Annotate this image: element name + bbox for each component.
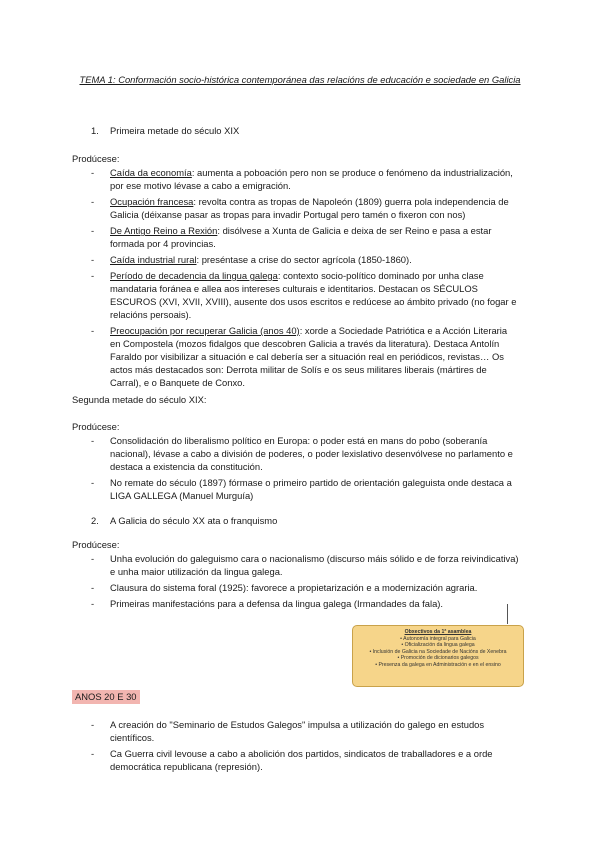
item-label: Caída da economía (110, 167, 192, 178)
section1-heading-text: Primeira metade do século XIX (110, 125, 240, 136)
item-label: Preocupación por recuperar Galicia (anos 40) (110, 325, 300, 336)
item-text: No remate do século (1897) fórmase o primeiro partido de orientación galeguista onde destaca a LIGA GALLEGA (Manuel Murguía) (110, 477, 512, 501)
note-line: • Inclusión de Galicia na Sociedade de Nacións de Xenebra (369, 648, 507, 655)
list-item: - Primeiras manifestacións para a defensa da lingua galega (Irmandades da fala). (91, 598, 444, 609)
item-text: : aumenta a poboación pero non se produce o fenómeno da industrialización, por ese motivo lévase a cabo a emigración. (110, 167, 513, 191)
section3-heading-text: A Galicia do século XX ata o franquismo (110, 515, 278, 526)
section1-intro: Prodúcese: (72, 153, 120, 164)
item-text: : disólvese a Xunta de Galicia e deixa de ser Reino e pasa a estar formada por 4 provincias. (110, 225, 492, 249)
section2-list (0, 434, 520, 505)
item-label: Ocupación francesa (110, 196, 194, 207)
section2-heading: Segunda metade do século XIX: (72, 394, 207, 405)
section1-number: 1. (91, 125, 99, 136)
list-item: - No remate do século (1897) fórmase o primeiro partido de orientación galeguista onde destaca a LIGA GALLEGA (Manuel Murguía) (91, 477, 512, 501)
item-text: Ca Guerra civil levouse a cabo a abolición dos partidos, sindicatos de traballadores e a orde democrática republicana (represión). (110, 748, 493, 772)
list-item: - De Antigo Reino a Rexión: disólvese a Xunta de Galicia e deixa de ser Reino e pasa a estar formada por 4 provincias. (91, 225, 492, 249)
item-text: : xorde a Sociedade Patriótica e a Acción Literaria en Compostela (mozos fidalgos que descobren Galicia a través da literatura). Destaca Antolín Faraldo por visibilizar a situación e cal debería ser a situación real en periódicos, revistas… Os actos más destacados son: Derrota militar de Solís e os seus militares liberais (mártires de Carral), e o Banquete de Conxo. (110, 325, 508, 388)
section4-heading: ANOS 20 E 30 (72, 690, 140, 704)
list-item: - Consolidación do liberalismo político en Europa: o poder está en mans do pobo (soberanía nacional), lévase a cabo a división de poderes, o poder lexislativo desenvólvese no parlamento e destaca a existencia da constitución. (91, 435, 513, 472)
note-line: • Oficialización da lingua galega (401, 642, 475, 649)
section2-intro: Prodúcese: (72, 421, 120, 432)
item-text: Clausura do sistema foral (1925): favorece a propietarización e a modernización agraria. (110, 582, 478, 593)
item-text: A creación do "Seminario de Estudos Galegos" impulsa a utilización do galego en estudos científicos. (110, 719, 485, 743)
list-item: - Unha evolución do galeguismo cara o nacionalismo (discurso máis sólido e de forza reivindicativa) e unha maior utilización da lingua galega. (91, 553, 519, 577)
section4-list (0, 718, 520, 776)
section3-list (0, 552, 520, 613)
section3-number: 2. (91, 515, 99, 526)
list-item: - Caída industrial rural: preséntase a crise do sector agrícola (1850-1860). (91, 254, 412, 265)
document-title: TEMA 1: Conformación socio-histórica contemporánea das relacións de educación e sociedade en Galicia (79, 74, 521, 85)
note-title: Obxectivos da 1ª asamblea (404, 629, 472, 635)
item-text: Unha evolución do galeguismo cara o nacionalismo (discurso máis sólido e de forza reivindicativa) e unha maior utilización da lingua galega. (110, 553, 519, 577)
list-item: - Caída da economía: aumenta a poboación pero non se produce o fenómeno da industrialización, por ese motivo lévase a cabo a emigración. (91, 167, 513, 191)
connector-line (507, 604, 508, 624)
item-text: : contexto socio-político dominado por unha clase mandataria foránea e allea aos intereses culturais e identitarios. Destacan os SÉCULOS ESCUROS (XVI, XVII, XVIII), ausente dos usos escritos e redúcese ao ámbito privado (no fogar e relacións persoais). (110, 270, 517, 320)
item-text: Primeiras manifestacións para a defensa da lingua galega (Irmandades da fala). (110, 598, 444, 609)
list-item: - Preocupación por recuperar Galicia (anos 40): xorde a Sociedade Patriótica e a Acción Literaria en Compostela (mozos fidalgos que descobren Galicia a través da literatura). Destaca Antolín Faraldo por visibilizar a situación e cal debería ser a situación real en periódicos, revistas… Os actos más destacados son: Derrota militar de Solís e os seus militares liberais (mártires de Carral), e o Banquete de Conxo. (91, 325, 508, 388)
section1-list (0, 166, 520, 392)
item-text: : preséntase a crise do sector agrícola (1850-1860). (196, 254, 412, 265)
item-label: Período de decadencia da lingua galega (110, 270, 278, 281)
list-item: - Período de decadencia da lingua galega: contexto socio-político dominado por unha clase mandataria foránea e allea aos intereses culturais e identitarios. Destacan os SÉCULOS ESCUROS (XVI, XVII, XVIII), ausente dos usos escritos e redúcese ao ámbito privado (no fogar e relacións persoais). (91, 270, 517, 320)
item-label: De Antigo Reino a Rexión (110, 225, 218, 236)
note-box (352, 625, 524, 687)
note-line: • Autonomía integral para Galicia (400, 635, 476, 642)
note-line: • Presenza da galega en Administración e en el ensino (375, 661, 501, 668)
item-text: : revolta contra as tropas de Napoleón (1809) guerra pola independencia de Galicia (déixanse pasar as tropas para invadir Portugal pero tamén o fixeron con nos) (110, 196, 509, 220)
note-line: • Promoción de dicionarios galegos (397, 655, 479, 662)
list-item: - Ocupación francesa: revolta contra as tropas de Napoleón (1809) guerra pola independencia de Galicia (déixanse pasar as tropas para invadir Portugal pero tamén o fixeron con nos) (91, 196, 509, 220)
item-text: Consolidación do liberalismo político en Europa: o poder está en mans do pobo (soberanía nacional), lévase a cabo a división de poderes, o poder lexislativo desenvólvese no parlamento e destaca a existencia da constitución. (110, 435, 513, 472)
item-label: Caída industrial rural (110, 254, 197, 265)
list-item: - Ca Guerra civil levouse a cabo a abolición dos partidos, sindicatos de traballadores e a orde democrática republicana (represión). (91, 748, 493, 772)
section3-intro: Prodúcese: (72, 539, 120, 550)
list-item: - Clausura do sistema foral (1925): favorece a propietarización e a modernización agraria. (91, 582, 478, 593)
list-item: - A creación do "Seminario de Estudos Galegos" impulsa a utilización do galego en estudos científicos. (91, 719, 485, 743)
